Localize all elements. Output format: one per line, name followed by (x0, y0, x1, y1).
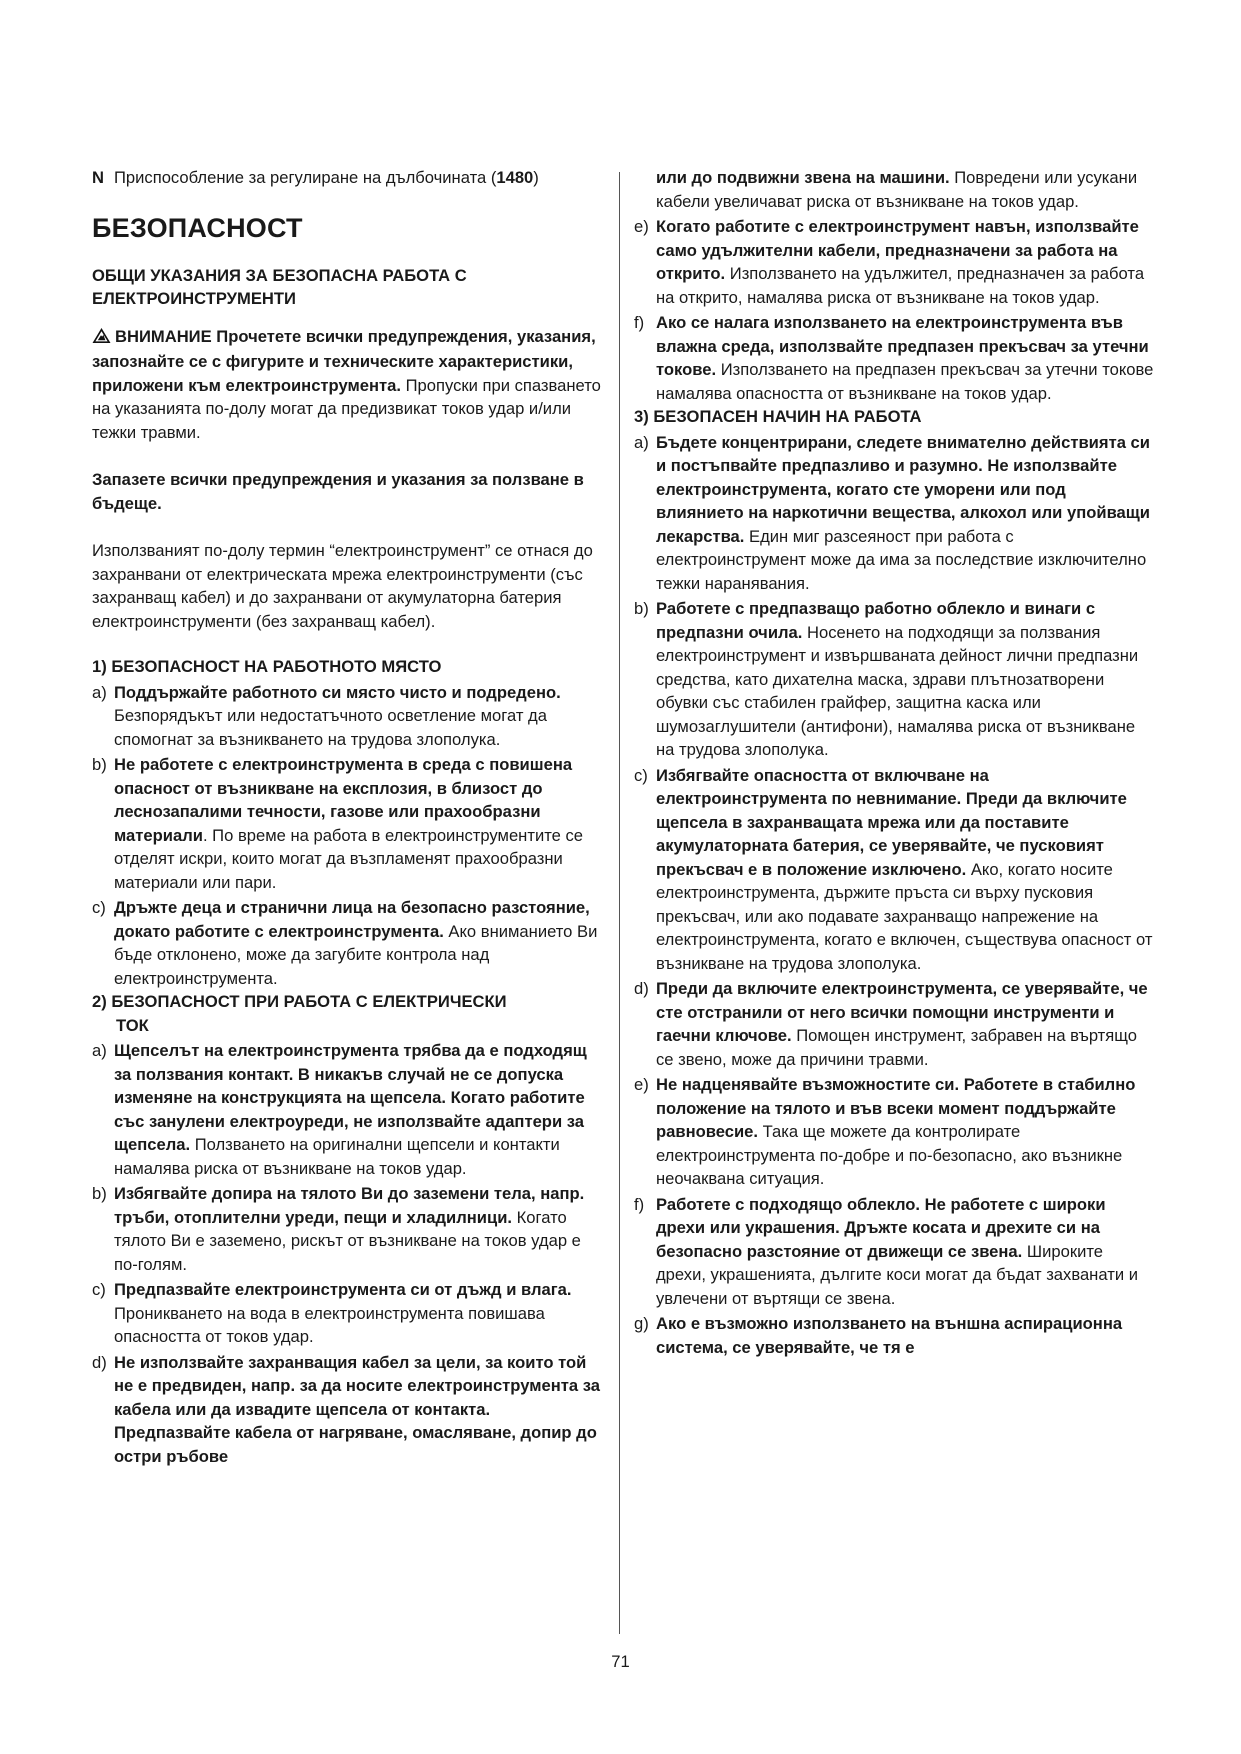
column-divider (619, 172, 620, 1634)
legend-number: 1480 (496, 168, 534, 187)
list-item-bold: Дръжте деца и странични лица на безопасно разстояние, докато работите с електроинструмента. (114, 898, 590, 941)
list-item-bold: Ако е възможно използването на външна аспирационна система, се уверявайте, че тя е (656, 1314, 1123, 1357)
list-item (634, 1073, 1154, 1191)
list-item-content (656, 215, 1154, 309)
list-item-letter: b) (634, 599, 649, 618)
list-item-content (656, 1073, 1154, 1191)
legend-letter: N (92, 168, 104, 187)
list-item-bold: Щепселът на електроинструмента трябва да е подходящ за ползвания контакт. В никакъв случай не се допуска изменяне на конструкцията на щепсела. Когато работите със занулени електроуреди, не използвайте адаптери за щепсела. (114, 1041, 587, 1154)
continued-item (634, 166, 1154, 213)
list-item (634, 977, 1154, 1071)
list-item (92, 753, 602, 894)
section3-list (634, 431, 1154, 1360)
warning-bold: ВНИМАНИЕ Прочетете всички предупреждения, указания, запознайте се с фигурите и техническите характеристики, приложени към електроинструмента. (92, 326, 596, 395)
list-item (634, 1193, 1154, 1311)
list-item-content (656, 597, 1154, 762)
list-item-bold: Преди да включите електроинструмента, се уверявайте, че сте отстранили от него всички помощни инструменти и гаечни ключове. (656, 979, 1148, 1045)
continued-item-bold: или до подвижни звена на машини. (656, 168, 950, 187)
list-item (634, 764, 1154, 976)
list-item-bold: Бъдете концентрирани, следете внимателно действията си и постъпвайте предпазливо и разумно. Не използвайте електроинструмента, когато сте уморени или под влиянието на наркотични вещества, алкохол или упойващи лекарства. (656, 432, 1150, 546)
list-item-letter: f) (634, 313, 645, 332)
list-item-letter: d) (92, 1352, 107, 1372)
list-item-letter: d) (634, 979, 649, 998)
legend-text-main: Приспособление за регулиране на дълбочината ( (114, 168, 497, 187)
list-item-text: Ползването на оригинални щепсели и контакти намалява риска от възникване на токов удар. (114, 1135, 560, 1178)
list-item-content (114, 753, 602, 894)
list-item-bold: Предпазвайте електроинструмента си от дъжд и влага. (114, 1280, 572, 1299)
list-item (634, 1312, 1154, 1359)
list-item (634, 215, 1154, 309)
list-item-content (114, 681, 602, 752)
list-item-text: Ако, когато носите електроинструмента, държите пръста си върху пусковия прекъсвач, или ако подавате захранващо напрежение на електроинструмента, когато е включен, съществува опасност от възникване на трудова злополука. (656, 859, 1153, 973)
list-item (634, 431, 1154, 596)
list-item-content (656, 431, 1154, 596)
list-item-text: Така ще можете да контролирате електроинструмента по-добре и по-безопасно, ако възникне неочаквана ситуация. (656, 1122, 1123, 1188)
list-item-letter: b) (92, 1184, 107, 1203)
list-item-content (656, 1193, 1154, 1311)
list-item-bold: Не работете с електроинструмента в среда с повишена опасност от възникване на експлозия, в близост до леснозапалими течности, газове или прахообразни материали (114, 755, 573, 845)
list-item-letter: e) (634, 1075, 649, 1094)
list-item-content (114, 1039, 602, 1180)
intro-paragraph: Използваният по-долу термин “електроинструмент” се отнася до захранвани от електрическата мрежа електроинструменти (със захранващ кабел) и до захранвани от акумулаторна батерия електроинструменти (без захранващ кабел). (92, 541, 593, 631)
list-item-letter: c) (92, 1280, 106, 1299)
list-item-letter: a) (92, 1041, 107, 1060)
list-item-letter: g) (634, 1314, 649, 1333)
list-item-bold: Ако се налага използването на електроинструмента във влажна среда, използвайте предпазен прекъсвач за утечни токове. (656, 313, 1149, 379)
warning-triangle-icon (92, 327, 111, 351)
list-item-content (114, 1278, 602, 1349)
list-item-text: Когато тялото Ви е заземено, рискът от възникване на токов удар е по-голям. (114, 1207, 581, 1274)
list-item (92, 1278, 602, 1349)
list-item (92, 681, 602, 752)
list-item (634, 311, 1154, 405)
save-instructions-note: Запазете всички предупреждения и указания за ползване в бъдеще. (92, 470, 584, 513)
list-item-text: Безпорядъкът или недостатъчното осветление могат да спомогнат за възникването на трудова злополука. (114, 706, 547, 749)
list-item (92, 1351, 602, 1469)
section2-title-line1: 2) БЕЗОПАСНОСТ ПРИ РАБОТА С ЕЛЕКТРИЧЕСКИ (92, 992, 507, 1011)
legend-text (114, 166, 539, 190)
legend-close: ) (533, 168, 539, 187)
section3-title: 3) БЕЗОПАСЕН НАЧИН НА РАБОТА (634, 407, 922, 426)
section-title: БЕЗОПАСНОСТ (92, 212, 303, 243)
list-item-text: Широките дрехи, украшенията, дългите коси могат да бъдат захванати и увлечени от въртящи се звена. (656, 1241, 1138, 1308)
list-item-text: . По време на работа в електроинструментите се отделят искри, които могат да възпламенят прахообразни материали или пари. (114, 825, 583, 892)
legend-item-n (92, 166, 602, 190)
list-item-bold: Не надценявайте възможностите си. Работете в стабилно положение на тялото и във всеки момент поддържайте равновесие. (656, 1075, 1136, 1141)
section-subtitle: ОБЩИ УКАЗАНИЯ ЗА БЕЗОПАСНА РАБОТА С ЕЛЕКТРОИНСТРУМЕНТИ (92, 265, 467, 308)
list-item-letter: a) (634, 432, 649, 452)
list-item-content (114, 896, 602, 990)
warning-paragraph (92, 325, 602, 445)
list-item (92, 1039, 602, 1180)
list-item-content (656, 764, 1154, 976)
list-item-bold: Работете с предпазващо работно облекло и винаги с предпазни очила. (656, 599, 1096, 642)
list-item-bold: Избягвайте допира на тялото Ви до заземени тела, напр. тръби, отоплителни уреди, пещи и хладилници. (114, 1184, 585, 1227)
list-item-letter: c) (92, 898, 106, 917)
list-item-content (114, 1351, 602, 1469)
list-item-text: Ако вниманието Ви бъде отклонено, може да загубите контрола над електроинструмента. (114, 921, 598, 988)
list-item (634, 597, 1154, 762)
list-item-text: Използването на удължител, предназначен за работа на открито, намалява риска от възникване на токов удар. (656, 264, 1145, 307)
list-item-text: Използването на предпазен прекъсвач за утечни токове намалява опасността от възникване на токов удар. (656, 360, 1154, 403)
list-item-text: Носенето на подходящи за ползвания електроинструмент и извършваната дейност лични предпазни средства, като дихателна маска, здрави плътнозатворени обувки със стабилен грайфер, защитна каска или шумозаглушители (антифони), намалява риска от възникване на трудова злополука. (656, 622, 1139, 759)
list-item-letter: f) (634, 1194, 645, 1214)
list-item-bold: Работете с подходящо облекло. Не работете с широки дрехи или украшения. Дръжте косата и дрехите си на безопасно разстояние от движещи се звена. (656, 1194, 1106, 1261)
list-item-content (656, 977, 1154, 1071)
list-item-content (114, 1182, 602, 1276)
list-item-bold: Поддържайте работното си място чисто и подредено. (114, 682, 561, 702)
list-item-text: Един миг разсеяност при работа с електроинструмент може да има за последствие изключително тежки наранявания. (656, 526, 1147, 593)
left-column (92, 166, 602, 1468)
list-item-text: Проникването на вода в електроинструмента повишава опасността от токов удар. (114, 1303, 545, 1346)
list-item-letter: e) (634, 217, 649, 236)
list-item (92, 896, 602, 990)
list-item-bold: Когато работите с електроинструмент навън, използвайте само удължителни кабели, предназначени за работа на открито. (656, 217, 1139, 283)
list-item-letter: c) (634, 765, 648, 785)
section2-list-continued (634, 215, 1154, 405)
section2-list (92, 1039, 602, 1468)
continued-item-text: Повредени или усукани кабели увеличават риска от възникване на токов удар. (656, 168, 1138, 211)
right-column (634, 166, 1154, 1359)
list-item-text: Помощен инструмент, забравен на въртящо се звено, може да причини травми. (656, 1026, 1137, 1069)
list-item-letter: a) (92, 682, 107, 702)
section1-list (92, 681, 602, 991)
list-item-content (656, 311, 1154, 405)
list-item-letter: b) (92, 755, 107, 774)
section1-title: 1) БЕЗОПАСНОСТ НА РАБОТНОТО МЯСТО (92, 657, 442, 676)
list-item (92, 1182, 602, 1276)
list-item-content (656, 1312, 1154, 1359)
section2-title-line2: ТОК (116, 1015, 149, 1035)
section2-title (92, 990, 602, 1037)
warning-text: Пропуски при спазването на указанията по-долу могат да предизвикат токов удар и/или тежки травми. (92, 375, 601, 442)
list-item-bold: Не използвайте захранващия кабел за цели, за които той не е предвиден, напр. за да носите електроинструмента за кабела или да извадите щепсела от контакта. Предпазвайте кабела от нагряване, омасляване, допир до остри ръбове (114, 1352, 600, 1466)
page-number: 71 (611, 1652, 630, 1671)
list-item-bold: Избягвайте опасността от включване на електроинструмента по невнимание. Преди да включите щепсела в захранващата мрежа или да поставите акумулаторната батерия, се уверявайте, че пусковият прекъсвач е в положение изключено. (656, 765, 1127, 879)
